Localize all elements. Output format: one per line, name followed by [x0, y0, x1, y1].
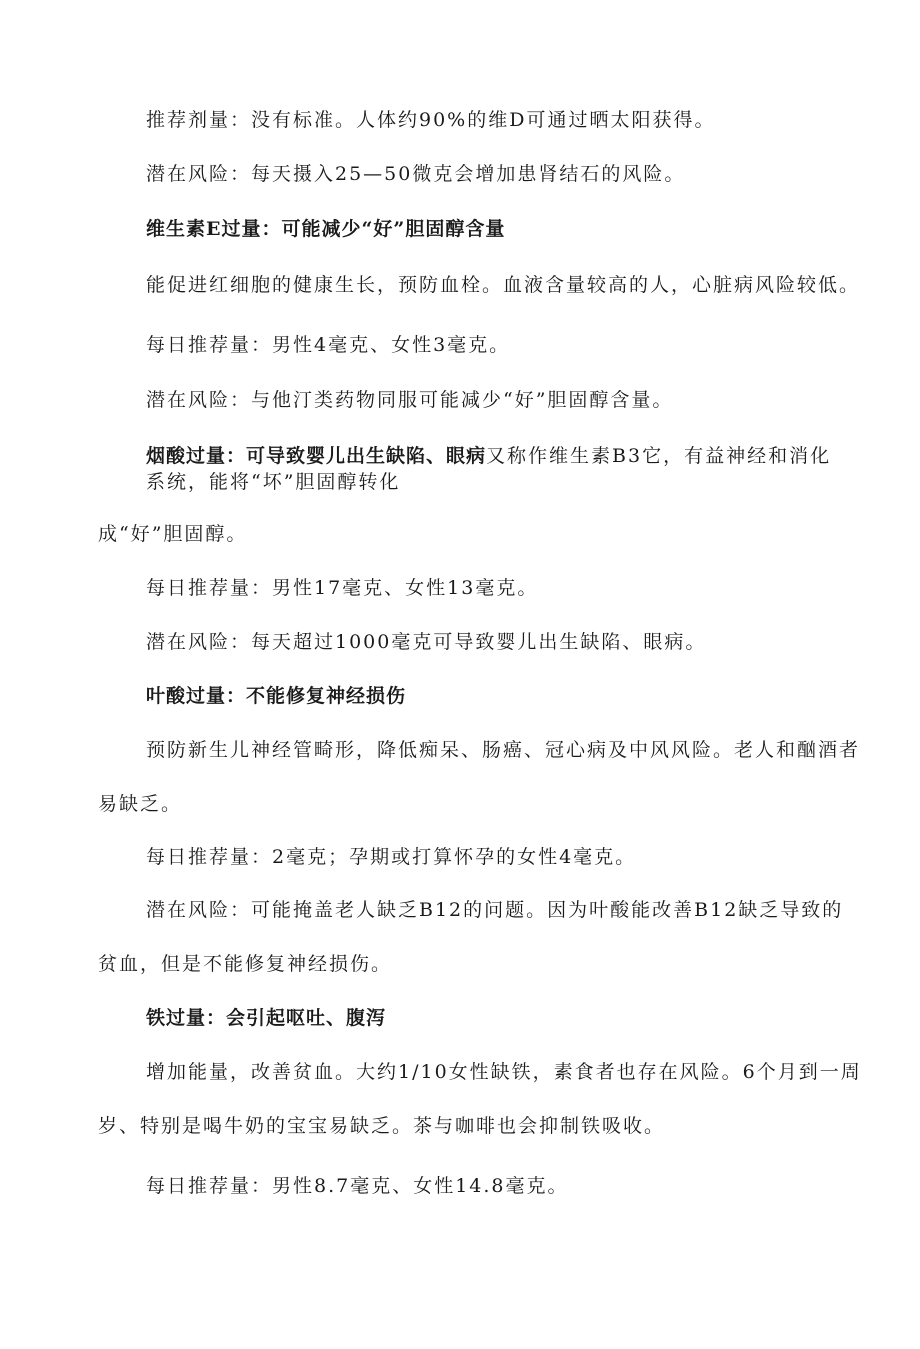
- vitamin-e-daily-line: 每日推荐量：男性4毫克、女性3毫克。: [146, 334, 511, 356]
- niacin-paragraph-line-3: 成“好”胆固醇。: [98, 523, 248, 545]
- niacin-paragraph-line-1: [146, 444, 831, 468]
- vitamin-e-risk-line: 潜在风险：与他汀类药物同服可能减少“好”胆固醇含量。: [146, 389, 674, 411]
- niacin-daily-line: 每日推荐量：男性17毫克、女性13毫克。: [146, 577, 539, 599]
- iron-heading: 铁过量：会引起呕吐、腹泻: [146, 1007, 387, 1029]
- niacin-heading: 烟酸过量：可导致婴儿出生缺陷、眼病: [146, 445, 487, 467]
- vitamin-d-risk-line: 潜在风险：每天摄入25—50微克会增加患肾结石的风险。: [146, 163, 686, 185]
- niacin-intro: 又称作维生素B3它，有益神经和消化: [486, 445, 832, 467]
- vitamin-e-benefit-line: 能促进红细胞的健康生长，预防血栓。血液含量较高的人，心脏病风险较低。: [146, 274, 861, 296]
- vitamin-d-dosage-line: 推荐剂量：没有标准。人体约90%的维D可通过晒太阳获得。: [146, 109, 716, 131]
- iron-daily-line: 每日推荐量：男性8.7毫克、女性14.8毫克。: [146, 1175, 569, 1197]
- niacin-paragraph-line-2: 系统，能将“坏”胆固醇转化: [146, 471, 401, 493]
- folic-acid-benefit-line-1: 预防新生儿神经管畸形，降低痴呆、肠癌、冠心病及中风风险。老人和酗酒者: [146, 739, 861, 761]
- folic-acid-benefit-line-2: 易缺乏。: [98, 793, 183, 815]
- niacin-risk-line: 潜在风险：每天超过1000毫克可导致婴儿出生缺陷、眼病。: [146, 631, 707, 653]
- folic-acid-heading: 叶酸过量：不能修复神经损伤: [146, 685, 407, 707]
- iron-benefit-line-1: 增加能量，改善贫血。大约1/10女性缺铁，素食者也存在风险。6个月到一周: [146, 1061, 862, 1083]
- iron-benefit-line-2: 岁、特别是喝牛奶的宝宝易缺乏。茶与咖啡也会抑制铁吸收。: [98, 1115, 666, 1137]
- folic-acid-risk-line-2: 贫血，但是不能修复神经损伤。: [98, 953, 393, 975]
- folic-acid-risk-line-1: 潜在风险：可能掩盖老人缺乏B12的问题。因为叶酸能改善B12缺乏导致的: [146, 899, 844, 921]
- vitamin-e-heading: 维生素E过量：可能减少“好”胆固醇含量: [146, 218, 506, 240]
- folic-acid-daily-line: 每日推荐量：2毫克；孕期或打算怀孕的女性4毫克。: [146, 846, 637, 868]
